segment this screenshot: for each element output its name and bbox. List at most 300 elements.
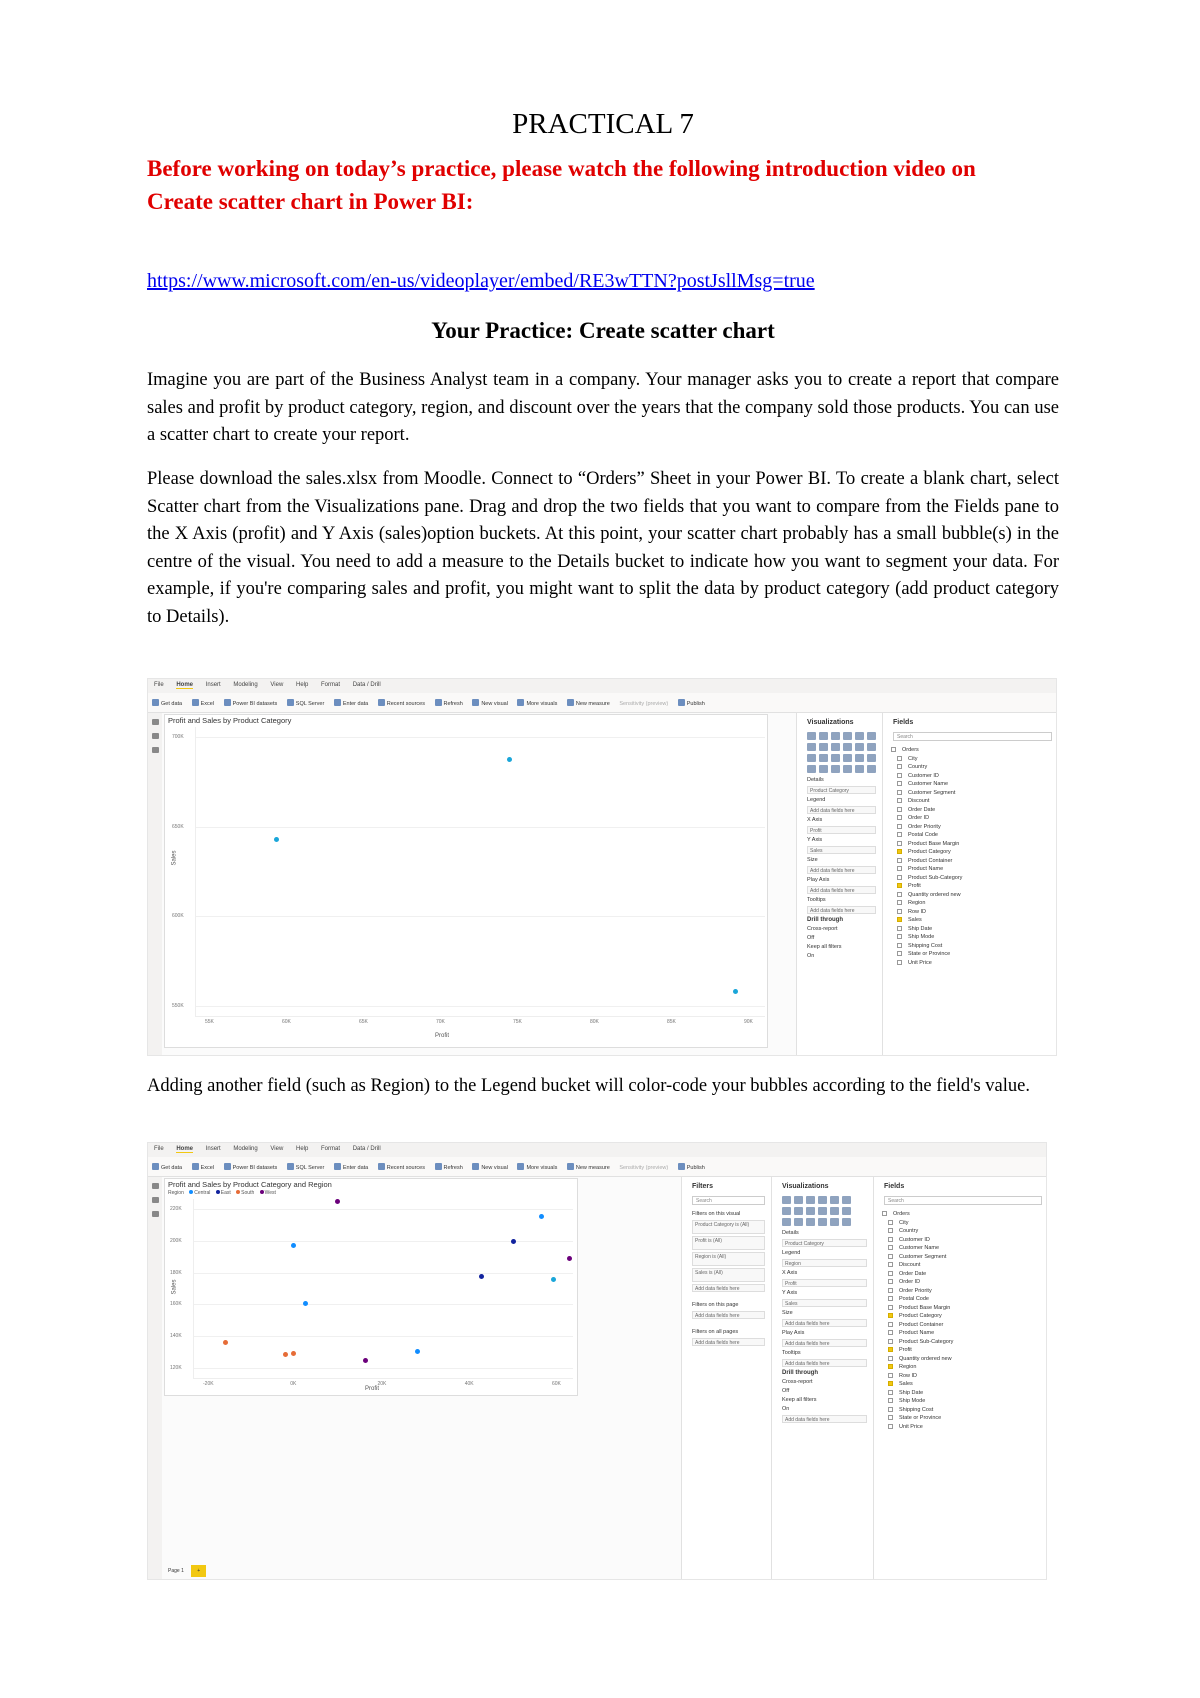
field-item[interactable] — [888, 1313, 1042, 1319]
visual-type-icon[interactable] — [842, 1218, 851, 1226]
field-item[interactable] — [897, 841, 1052, 847]
field-checkbox[interactable] — [897, 934, 902, 939]
field-checkbox[interactable] — [888, 1254, 893, 1259]
scatter-point[interactable] — [335, 1199, 340, 1204]
field-item[interactable] — [897, 934, 1052, 940]
publish-button[interactable]: Publish — [678, 699, 705, 707]
report-view-icon[interactable] — [152, 1183, 159, 1189]
field-item[interactable] — [897, 790, 1052, 796]
details-label: Details — [807, 777, 824, 783]
field-item[interactable] — [888, 1364, 1042, 1370]
model-view-icon[interactable] — [152, 747, 159, 753]
add-filter-well[interactable]: Add data fields here — [692, 1311, 765, 1319]
field-checkbox[interactable] — [897, 773, 902, 778]
field-label: Postal Code — [899, 1296, 929, 1302]
field-label: Order Date — [899, 1270, 927, 1277]
refresh-icon — [435, 1163, 442, 1170]
visual-type-icon[interactable] — [831, 754, 840, 762]
more-visuals-button[interactable]: More visuals — [517, 699, 557, 707]
field-checkbox[interactable] — [888, 1398, 893, 1403]
page-tab[interactable]: Page 1 — [168, 1568, 184, 1574]
play-axis-well[interactable]: Add data fields here — [782, 1339, 867, 1347]
ribbon-tab[interactable]: File — [154, 682, 164, 688]
y-axis-label: Sales — [171, 1279, 178, 1295]
model-view-icon[interactable] — [152, 1211, 159, 1217]
visual-type-icon[interactable] — [830, 1207, 839, 1215]
visual-type-icon[interactable] — [855, 765, 864, 773]
tooltips-well[interactable]: Add data fields here — [782, 1359, 867, 1367]
field-item[interactable] — [888, 1330, 1042, 1336]
field-item[interactable] — [888, 1381, 1042, 1387]
field-checkbox[interactable] — [888, 1245, 893, 1250]
recent-icon — [378, 1163, 385, 1170]
field-checkbox[interactable] — [888, 1364, 893, 1369]
drill-fields-well[interactable]: Add data fields here — [782, 1415, 867, 1423]
filter-card[interactable]: Product Category is (All) — [692, 1220, 765, 1234]
visual-type-icon[interactable] — [818, 1218, 827, 1226]
visual-type-icon[interactable] — [867, 732, 876, 740]
x-axis-well[interactable]: Profit — [807, 826, 876, 834]
field-item[interactable] — [888, 1356, 1042, 1362]
view-switcher — [148, 713, 162, 1055]
field-checkbox[interactable] — [897, 781, 902, 786]
legend-dot — [216, 1190, 220, 1194]
visual-type-icon[interactable] — [806, 1196, 815, 1204]
field-item[interactable] — [888, 1398, 1042, 1404]
ribbon-tab[interactable]: Format — [321, 1146, 341, 1152]
x-axis-well[interactable]: Profit — [782, 1279, 867, 1287]
ribbon-tab[interactable]: Help — [295, 682, 309, 688]
field-label: Unit Price — [899, 1423, 923, 1430]
field-item[interactable] — [897, 756, 1052, 762]
field-item[interactable] — [888, 1390, 1042, 1396]
visual-type-icon[interactable] — [842, 1207, 851, 1215]
field-checkbox[interactable] — [897, 866, 902, 871]
excel-icon — [192, 699, 199, 706]
field-item[interactable] — [897, 892, 1052, 898]
visual-type-icon[interactable] — [782, 1196, 791, 1204]
field-checkbox[interactable] — [897, 798, 902, 803]
field-checkbox[interactable] — [888, 1279, 893, 1284]
legend-well[interactable]: Add data fields here — [807, 806, 876, 814]
y-tick-label: 600K — [172, 913, 184, 920]
paragraph-3: Adding another field (such as Region) to the Legend bucket will color-code your bubbles according to the field's value. — [147, 1076, 1030, 1096]
field-label: Ship Date — [908, 925, 933, 932]
field-checkbox[interactable] — [888, 1220, 893, 1225]
excel-button[interactable]: Excel — [192, 699, 214, 707]
pbi-datasets-button[interactable]: Power BI datasets — [224, 1163, 278, 1171]
ribbon-tab[interactable]: Help — [295, 1146, 309, 1152]
refresh-button[interactable]: Refresh — [435, 1163, 463, 1171]
powerbi-screenshot-2 — [147, 1142, 1047, 1580]
x-tick-label: 90K — [744, 1019, 753, 1025]
visual-type-icon[interactable] — [807, 754, 816, 762]
field-label: Order ID — [899, 1279, 921, 1285]
pbi-datasets-button[interactable]: Power BI datasets — [224, 699, 278, 707]
visualizations-pane — [771, 1177, 873, 1579]
tooltips-label: Tooltips — [782, 1350, 801, 1356]
field-checkbox[interactable] — [897, 951, 902, 956]
field-item[interactable] — [888, 1347, 1042, 1353]
field-label: Customer Segment — [908, 789, 956, 796]
ribbon-tab[interactable]: Modeling — [233, 682, 258, 688]
get-data-button[interactable]: Get data — [152, 699, 182, 707]
visual-type-icon[interactable] — [794, 1196, 803, 1204]
field-item[interactable] — [897, 943, 1052, 949]
field-checkbox[interactable] — [888, 1415, 893, 1420]
report-canvas[interactable] — [164, 714, 768, 1048]
play-axis-well[interactable]: Add data fields here — [807, 886, 876, 894]
ribbon-tab[interactable]: Data / Drill — [352, 1146, 381, 1152]
field-item[interactable] — [897, 960, 1052, 966]
size-well[interactable]: Add data fields here — [782, 1319, 867, 1327]
scatter-point[interactable] — [551, 1277, 556, 1282]
visual-type-icon[interactable] — [806, 1218, 815, 1226]
field-item[interactable] — [888, 1322, 1042, 1328]
drill-through-heading: Drill through — [782, 1370, 818, 1376]
visual-type-icon[interactable] — [830, 1196, 839, 1204]
field-item[interactable] — [888, 1237, 1042, 1243]
y-tick-label: 550K — [172, 1003, 184, 1009]
field-item[interactable] — [888, 1305, 1042, 1311]
visual-type-icon[interactable] — [818, 1196, 827, 1204]
visual-type-icon[interactable] — [807, 765, 816, 773]
field-checkbox[interactable] — [888, 1339, 893, 1344]
scatter-point[interactable] — [363, 1358, 368, 1363]
field-checkbox[interactable] — [897, 900, 902, 905]
ribbon-tools — [148, 1157, 1046, 1177]
ribbon-tab[interactable]: Format — [321, 682, 341, 688]
visual-type-icon[interactable] — [867, 765, 876, 773]
field-item[interactable] — [897, 849, 1052, 855]
field-checkbox[interactable] — [888, 1228, 893, 1233]
field-checkbox[interactable] — [897, 883, 902, 888]
field-checkbox[interactable] — [897, 875, 902, 880]
visual-type-icon[interactable] — [855, 754, 864, 762]
scatter-point[interactable] — [507, 757, 512, 762]
field-label: Row ID — [899, 1372, 918, 1379]
visual-type-icon[interactable] — [807, 732, 816, 740]
x-tick-label: 40K — [464, 1381, 474, 1387]
publish-button[interactable]: Publish — [678, 1163, 705, 1171]
visual-type-icon[interactable] — [843, 732, 852, 740]
field-checkbox[interactable] — [888, 1356, 893, 1361]
y-tick-label: 140K — [170, 1333, 182, 1340]
field-checkbox[interactable] — [888, 1407, 893, 1412]
field-checkbox[interactable] — [897, 832, 902, 837]
ribbon-tab[interactable]: Home — [176, 682, 194, 688]
field-checkbox[interactable] — [897, 917, 902, 922]
cross-report-toggle[interactable]: Off — [807, 935, 815, 941]
visual-type-icon[interactable] — [807, 743, 816, 751]
cross-report-label: Cross-report — [807, 926, 838, 932]
visual-type-icon[interactable] — [831, 732, 840, 740]
field-item[interactable] — [888, 1279, 1042, 1285]
scatter-point[interactable] — [223, 1340, 228, 1345]
field-label: Sales — [908, 917, 922, 923]
grid-line — [196, 1006, 765, 1007]
field-item[interactable] — [888, 1245, 1042, 1251]
legend-item: Central — [194, 1190, 211, 1196]
visual-type-icon[interactable] — [867, 754, 876, 762]
field-checkbox[interactable] — [891, 747, 896, 752]
field-item[interactable] — [888, 1424, 1042, 1430]
ribbon-tabs — [148, 1143, 1046, 1157]
visual-type-icon[interactable] — [831, 765, 840, 773]
visual-type-icon[interactable] — [843, 765, 852, 773]
field-item[interactable] — [897, 866, 1052, 872]
field-checkbox[interactable] — [888, 1330, 893, 1335]
field-checkbox[interactable] — [888, 1381, 893, 1386]
field-checkbox[interactable] — [888, 1262, 893, 1267]
field-checkbox[interactable] — [888, 1390, 893, 1395]
scatter-point[interactable] — [274, 837, 279, 842]
sensitivity-button[interactable]: Sensitivity (preview) — [619, 1165, 669, 1171]
field-label: Order Priority — [908, 823, 941, 830]
dataset-icon — [224, 1163, 231, 1170]
ribbon-tab[interactable]: View — [270, 1146, 284, 1152]
field-item[interactable] — [888, 1262, 1042, 1268]
ribbon-tab[interactable]: Home — [176, 1146, 194, 1152]
add-page-button[interactable]: + — [191, 1565, 206, 1577]
add-filter-well[interactable]: Add data fields here — [692, 1284, 765, 1292]
field-item[interactable] — [888, 1373, 1042, 1379]
recent-sources-button[interactable]: Recent sources — [378, 699, 425, 707]
visual-type-icon[interactable] — [782, 1207, 791, 1215]
visual-type-icon[interactable] — [855, 732, 864, 740]
new-visual-button[interactable]: New visual — [472, 699, 508, 707]
scatter-point[interactable] — [291, 1243, 296, 1248]
report-view-icon[interactable] — [152, 719, 159, 725]
field-label: Product Sub-Category — [899, 1338, 954, 1345]
field-label: Region — [899, 1364, 917, 1370]
visual-type-icon[interactable] — [867, 743, 876, 751]
field-item[interactable] — [888, 1228, 1042, 1234]
filter-card[interactable]: Sales is (All) — [692, 1268, 765, 1282]
chart-icon — [472, 699, 479, 706]
visual-type-icon[interactable] — [782, 1218, 791, 1226]
field-item[interactable] — [897, 858, 1052, 864]
new-measure-button[interactable]: New measure — [567, 699, 610, 707]
field-checkbox[interactable] — [888, 1288, 893, 1293]
add-filter-well[interactable]: Add data fields here — [692, 1338, 765, 1346]
report-canvas[interactable] — [164, 1178, 578, 1396]
y-tick-label: 180K — [170, 1269, 182, 1276]
size-well[interactable]: Add data fields here — [807, 866, 876, 874]
data-view-icon[interactable] — [152, 733, 159, 739]
field-item[interactable] — [888, 1407, 1042, 1413]
field-item[interactable] — [888, 1339, 1042, 1345]
field-item[interactable] — [888, 1254, 1042, 1260]
y-axis-well[interactable]: Sales — [807, 846, 876, 854]
field-checkbox[interactable] — [897, 909, 902, 914]
fields-search-input[interactable]: Search — [893, 732, 1052, 741]
grid-line — [194, 1368, 573, 1369]
scatter-point[interactable] — [415, 1349, 420, 1354]
field-checkbox[interactable] — [897, 849, 902, 854]
x-axis-label: Profit — [365, 1386, 380, 1392]
visual-type-icon[interactable] — [843, 754, 852, 762]
x-tick-label: 0K — [290, 1381, 297, 1387]
ribbon-tab[interactable]: File — [154, 1146, 164, 1152]
field-checkbox[interactable] — [897, 892, 902, 897]
field-item[interactable] — [888, 1271, 1042, 1277]
sql-icon — [287, 699, 294, 706]
enter-data-button[interactable]: Enter data — [334, 699, 368, 707]
field-checkbox[interactable] — [888, 1424, 893, 1429]
field-checkbox[interactable] — [888, 1296, 893, 1301]
sql-server-button[interactable]: SQL Server — [287, 1163, 325, 1171]
legend-item: West — [264, 1190, 276, 1196]
field-item[interactable] — [897, 883, 1052, 889]
field-item[interactable] — [897, 764, 1052, 770]
video-link[interactable]: https://www.microsoft.com/en-us/videoplayer/embed/RE3wTTN?postJsllMsg=true — [147, 270, 815, 292]
field-item[interactable] — [897, 917, 1052, 923]
field-item[interactable] — [897, 815, 1052, 821]
table-node[interactable] — [891, 747, 1052, 753]
field-checkbox[interactable] — [897, 943, 902, 948]
field-item[interactable] — [897, 909, 1052, 915]
field-label: Orders — [893, 1211, 910, 1217]
field-checkbox[interactable] — [897, 790, 902, 795]
field-item[interactable] — [897, 926, 1052, 932]
keep-filters-toggle[interactable]: On — [807, 953, 815, 959]
field-checkbox[interactable] — [897, 807, 902, 812]
keep-filters-toggle[interactable]: On — [782, 1406, 790, 1412]
filter-card[interactable]: Region is (All) — [692, 1252, 765, 1266]
field-checkbox[interactable] — [888, 1271, 893, 1276]
visual-type-icon[interactable] — [819, 765, 828, 773]
ribbon-tab[interactable]: View — [270, 682, 284, 688]
field-item[interactable] — [897, 807, 1052, 813]
field-item[interactable] — [888, 1415, 1042, 1421]
visual-type-icon[interactable] — [794, 1207, 803, 1215]
scatter-point[interactable] — [291, 1351, 296, 1356]
field-item[interactable] — [888, 1220, 1042, 1226]
new-measure-button[interactable]: New measure — [567, 1163, 610, 1171]
field-checkbox[interactable] — [888, 1347, 893, 1352]
scatter-point[interactable] — [283, 1352, 288, 1357]
field-item[interactable] — [897, 832, 1052, 838]
field-checkbox[interactable] — [897, 841, 902, 846]
visual-type-icon[interactable] — [819, 754, 828, 762]
intro-block — [147, 152, 1059, 218]
visual-type-icon[interactable] — [818, 1207, 827, 1215]
visual-type-icon[interactable] — [842, 1196, 851, 1204]
details-well[interactable]: Product Category — [807, 786, 876, 794]
new-visual-button[interactable]: New visual — [472, 1163, 508, 1171]
sensitivity-button[interactable]: Sensitivity (preview) — [619, 701, 669, 707]
refresh-button[interactable]: Refresh — [435, 699, 463, 707]
x-tick-label: -20K — [203, 1381, 214, 1387]
field-checkbox[interactable] — [888, 1305, 893, 1310]
details-well[interactable]: Product Category — [782, 1239, 867, 1247]
field-checkbox[interactable] — [888, 1237, 893, 1242]
database-icon — [152, 699, 159, 706]
field-label: Unit Price — [908, 959, 932, 966]
enter-data-button[interactable]: Enter data — [334, 1163, 368, 1171]
field-item[interactable] — [897, 824, 1052, 830]
filters-search-input[interactable]: Search — [692, 1196, 765, 1205]
ribbon-tab[interactable]: Modeling — [233, 1146, 258, 1152]
field-label: Ship Date — [899, 1389, 924, 1396]
x-axis-label: X Axis — [782, 1270, 798, 1276]
ribbon-tabs — [148, 679, 1056, 693]
field-item[interactable] — [897, 773, 1052, 779]
field-checkbox[interactable] — [888, 1322, 893, 1327]
field-item[interactable] — [897, 900, 1052, 906]
legend-well[interactable]: Region — [782, 1259, 867, 1267]
fields-heading: Fields — [884, 1183, 905, 1190]
field-item[interactable] — [888, 1296, 1042, 1302]
data-view-icon[interactable] — [152, 1197, 159, 1203]
field-checkbox[interactable] — [888, 1313, 893, 1318]
x-axis-label: X Axis — [807, 817, 823, 823]
field-checkbox[interactable] — [897, 815, 902, 820]
field-label: Order ID — [908, 815, 930, 821]
scatter-point[interactable] — [511, 1239, 516, 1244]
field-checkbox[interactable] — [897, 858, 902, 863]
visual-type-icon[interactable] — [843, 743, 852, 751]
scatter-point[interactable] — [733, 989, 738, 994]
visual-type-icon[interactable] — [855, 743, 864, 751]
y-axis-well[interactable]: Sales — [782, 1299, 867, 1307]
field-checkbox[interactable] — [897, 824, 902, 829]
recent-sources-button[interactable]: Recent sources — [378, 1163, 425, 1171]
field-checkbox[interactable] — [897, 960, 902, 965]
y-tick-label: 650K — [172, 823, 184, 830]
ribbon-tab[interactable]: Insert — [205, 1146, 221, 1152]
field-item[interactable] — [888, 1288, 1042, 1294]
scatter-point[interactable] — [479, 1274, 484, 1279]
field-item[interactable] — [897, 798, 1052, 804]
scatter-point[interactable] — [303, 1301, 308, 1306]
field-checkbox[interactable] — [897, 764, 902, 769]
field-label: Sales — [899, 1381, 913, 1387]
field-checkbox[interactable] — [897, 926, 902, 931]
excel-button[interactable]: Excel — [192, 1163, 214, 1171]
field-item[interactable] — [897, 875, 1052, 881]
field-label: Customer ID — [908, 772, 939, 779]
filter-card[interactable]: Profit is (All) — [692, 1236, 765, 1250]
scatter-point[interactable] — [539, 1214, 544, 1219]
filters-on-visual-label: Filters on this visual — [692, 1211, 741, 1217]
field-checkbox[interactable] — [897, 756, 902, 761]
grid-line — [194, 1209, 573, 1210]
table-node[interactable] — [882, 1211, 1042, 1217]
field-checkbox[interactable] — [882, 1211, 887, 1216]
get-data-button[interactable]: Get data — [152, 1163, 182, 1171]
visual-type-icon[interactable] — [806, 1207, 815, 1215]
ribbon-tab[interactable]: Insert — [205, 682, 221, 688]
more-visuals-button[interactable]: More visuals — [517, 1163, 557, 1171]
visual-type-icon[interactable] — [831, 743, 840, 751]
field-item[interactable] — [897, 781, 1052, 787]
visual-type-icon[interactable] — [819, 743, 828, 751]
visual-type-icon[interactable] — [794, 1218, 803, 1226]
field-label: Ship Mode — [899, 1398, 926, 1404]
cross-report-toggle[interactable]: Off — [782, 1388, 790, 1394]
visual-type-icon[interactable] — [830, 1218, 839, 1226]
scatter-point[interactable] — [567, 1256, 572, 1261]
sql-server-button[interactable]: SQL Server — [287, 699, 325, 707]
ribbon-tab[interactable]: Data / Drill — [352, 682, 381, 688]
field-checkbox[interactable] — [888, 1373, 893, 1378]
field-item[interactable] — [897, 951, 1052, 957]
visual-type-icon[interactable] — [819, 732, 828, 740]
fields-search-input[interactable]: Search — [884, 1196, 1042, 1205]
tooltips-well[interactable]: Add data fields here — [807, 906, 876, 914]
